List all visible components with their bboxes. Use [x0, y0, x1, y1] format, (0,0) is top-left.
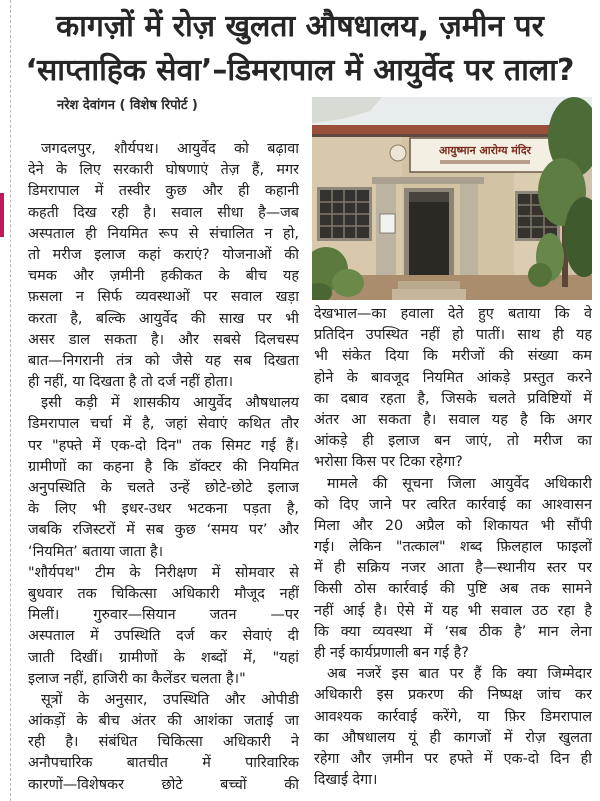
text-line: अस्पताल में उपस्थिति दर्ज कर सेवाएं दी: [28, 628, 299, 645]
paragraph: [314, 474, 592, 665]
headline-line-2: ‘साप्ताहिक सेवा’–डिमरापाल में आयुर्वेद पर ताला?: [25, 53, 575, 88]
signboard-text: आयुष्मान आरोग्य मंदिर: [438, 144, 532, 157]
photo-ayush-building: [312, 97, 592, 300]
text-line: कि क्या व्यवस्था में ‘सब ठीक है’ मान लेना: [314, 623, 592, 640]
text-line: इसी कड़ी में शासकीय आयुर्वेद औषधालय: [41, 395, 299, 412]
text-line: अंतर आ सकता है। सवाल यह है कि अगर: [314, 411, 592, 428]
text-line: बात—निगरानी तंत्र को जैसे यह सब दिखता: [28, 352, 299, 369]
headline-line-1: कागज़ों में रोज़ खुलता औषधालय, ज़मीन पर: [56, 9, 544, 44]
text-line: रहेगा और ज़मीन पर हफ्ते में एक-दो दिन ही: [314, 750, 592, 767]
text-line: के लिए भी इधर-उधर भटकना पड़ता है,: [28, 501, 299, 518]
text-line: बुधवार तक चिकित्सा अधिकारी मौजूद नहीं: [28, 585, 299, 602]
text-line: करता है, बल्कि आयुर्वेद की साख पर भी: [28, 310, 299, 327]
text-line: आंकड़ों के बीच अंतर की आशंका जताई जा: [28, 713, 299, 730]
paragraph: [314, 664, 592, 791]
text-line: होने के बावजूद नियमित आंकड़े प्रस्तुत करने: [314, 369, 592, 386]
text-line: कहती दिख रही है। सवाल सीधा है—जब: [28, 204, 299, 221]
byline: नरेश देवांगन ( विशेष रिपोर्ट ): [57, 98, 198, 113]
article-headline: [0, 5, 600, 93]
text-line: भरोसा किस पर टिका रहेगा?: [314, 454, 463, 471]
text-line: ही नहीं, या दिखता है तो दर्ज नहीं होता।: [28, 374, 234, 391]
notice-board: [380, 214, 395, 233]
text-line: डिमरापाल में तस्वीर कुछ और ही कहानी: [28, 183, 299, 200]
text-line: तो मरीज इलाज कहां कराएं? योजनाओं की: [28, 246, 299, 263]
text-line: असर डाल सकता है। और सबसे दिलचस्प: [28, 331, 299, 348]
text-line: का औषधालय यूं ही कागजों में रोज़ खुलता: [314, 729, 592, 746]
paragraph: [28, 393, 299, 563]
text-line: देखभाल—का हवाला देते हुए बताया कि वे: [314, 306, 592, 322]
text-line: गई। लेकिन "तत्काल" शब्द फ़िलहाल फाइलों: [314, 539, 592, 556]
text-line: में ही सक्रिय नजर आता है—स्थानीय स्तर पर: [314, 560, 592, 577]
paragraph: [28, 139, 299, 393]
text-line: अब नजरें इस बात पर हैं कि क्या जिम्मेदार: [327, 666, 592, 683]
text-line: ‘नियमित’ बताया जाता है।: [28, 543, 164, 560]
text-line: मिलीं। गुरुवार—सियान जतन —पर: [28, 607, 299, 624]
article-photo: [312, 97, 592, 300]
paragraph: [314, 304, 592, 474]
text-line: प्रतिदिन उपस्थित नहीं हो पातीं। साथ ही यह: [314, 327, 592, 344]
text-line: को दिए जाने पर त्वरित कार्रवाई का आश्वासन: [314, 496, 592, 513]
entrance-door: [404, 188, 454, 284]
text-line: दिखाई देगा।: [314, 772, 378, 789]
text-line: सूत्रों के अनुसार, उपस्थिति और ओपीडी: [41, 691, 299, 708]
text-line: फ़सला न सिर्फ व्यवस्थाओं पर सवाल खड़ा: [28, 289, 299, 306]
paragraph: [28, 563, 299, 690]
page-edge-color-mark: [0, 193, 4, 237]
text-line: मिला और 20 अप्रैल को शिकायत भी सौंपी: [314, 517, 592, 534]
text-line: का दबाव रहता है, जिसके चलते प्रविष्टियों में: [314, 390, 592, 407]
text-line: नहीं आई है। ऐसे में यह भी सवाल उठ रहा है: [314, 602, 592, 619]
text-line: कारणों—विशेषकर छोटे बच्चों की: [28, 776, 299, 793]
text-line: देने के लिए सरकारी घोषणाएं तेज़ हैं, मगर: [28, 162, 299, 179]
text-line: किसी ठोस कार्रवाई की पुष्टि अब तक सामने: [314, 581, 592, 598]
paragraph: [28, 690, 299, 796]
text-line: "शौर्यपथ" टीम के निरीक्षण में सोमवार से: [28, 564, 299, 581]
text-line: डिमरापाल चर्चा में है, जहां सेवाएं कथित तौर: [28, 416, 299, 433]
text-line: जबकि रजिस्टरों में सब कुछ ‘समय पर’ और: [28, 522, 299, 539]
text-line: आंकड़े ही इलाज बन जाएं, तो मरीज का: [314, 433, 592, 450]
left-column: [28, 139, 299, 801]
text-line: ग्रामीणों का कहना है कि डॉक्टर की नियमित: [28, 458, 299, 475]
page-edge-dotted-line: [10, 0, 11, 801]
text-line: ही नई कार्यप्रणाली बन गई है?: [314, 645, 469, 661]
text-line: अस्पताल ही नियमित रूप से संचालित न हो,: [28, 225, 299, 242]
text-line: चमक और ज़मीनी हकीकत के बीच यह: [28, 268, 299, 285]
right-column: [314, 304, 592, 801]
text-line: मामले की सूचना जिला आयुर्वेद अधिकारी: [327, 475, 592, 492]
text-line: आवश्यक कार्रवाई करेंगे, या फ़िर डिमरापाल: [314, 708, 592, 725]
text-line: इलाज नहीं, हाजिरी का कैलेंडर चलता है।": [28, 670, 246, 687]
text-line: अनौपचारिक बातचीत में पारिवारिक: [28, 755, 299, 772]
text-line: अधिकारी इस प्रकरण की निष्पक्ष जांच कर: [314, 687, 592, 704]
roof-band: [312, 125, 552, 137]
text-line: जाती दिखीं। ग्रामीणों के शब्दों में, "यहां: [28, 649, 299, 666]
text-line: जगदलपुर, शौर्यपथ। आयुर्वेद को बढ़ावा: [41, 141, 299, 157]
left-window: [317, 187, 372, 241]
text-line: अनुपस्थिति के चलते उन्हें छोटे-छोटे इलाज: [28, 480, 299, 496]
text-line: भी संकेत दिया कि मरीजों की संख्या कम: [314, 348, 592, 365]
text-line: पर "हफ्ते में एक-दो दिन" तक सिमट गई हैं।: [28, 437, 299, 454]
text-line: रही है। संबंधित चिकित्सा अधिकारी ने: [28, 734, 299, 751]
